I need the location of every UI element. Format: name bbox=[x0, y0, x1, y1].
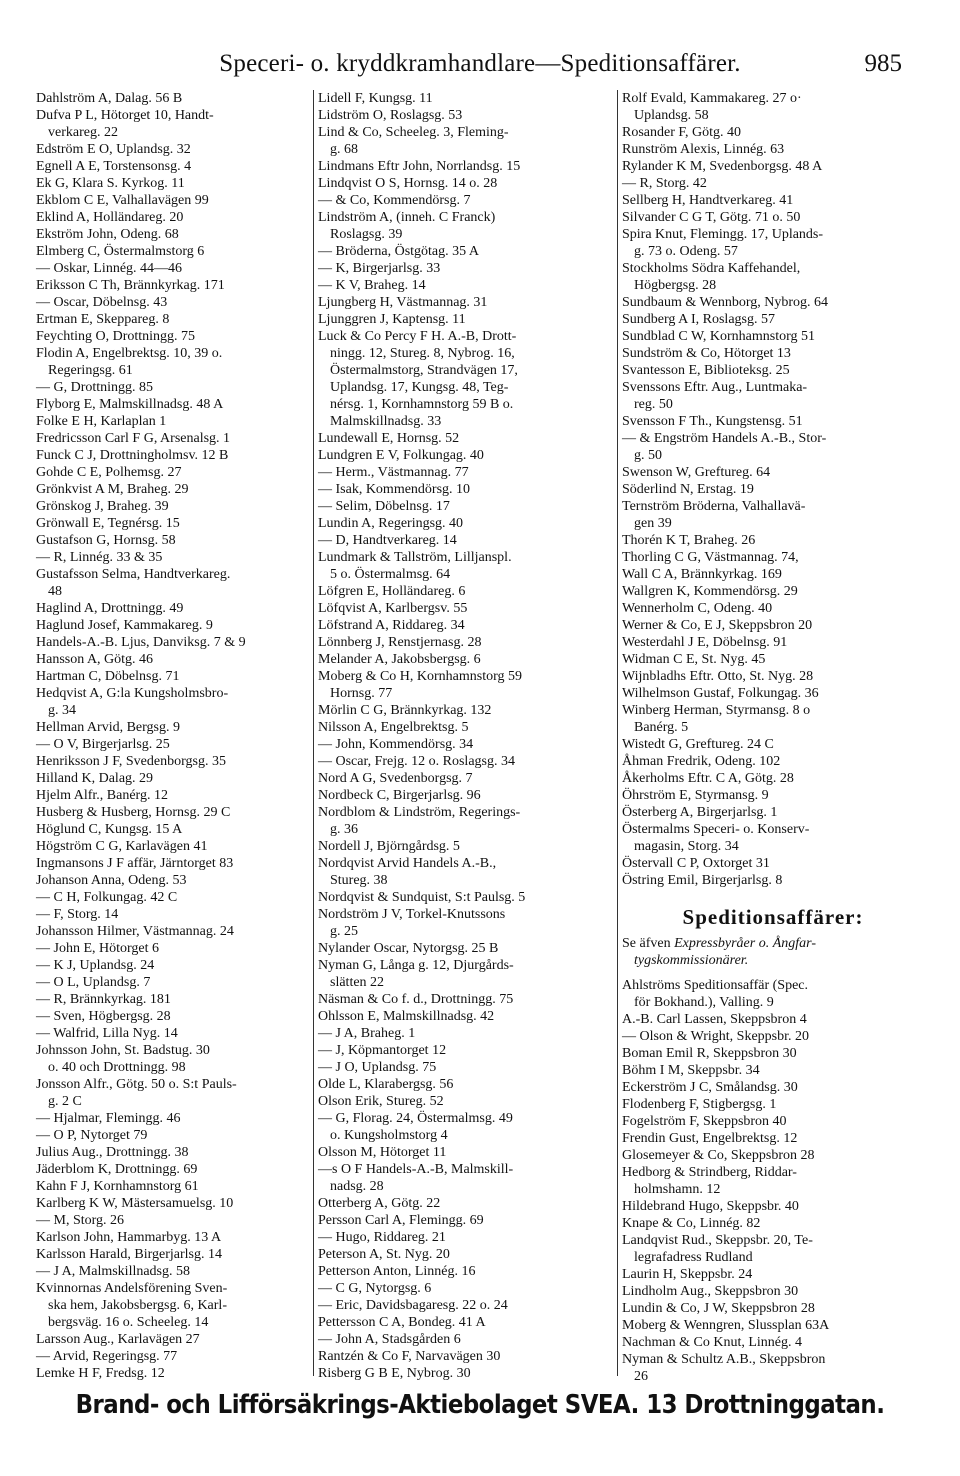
directory-entry: Östermalmstorg, Strandvägen 17, bbox=[330, 363, 518, 378]
directory-entry: för Bokhand.), Valling. 9 bbox=[634, 995, 774, 1010]
directory-entry: — C G, Nytorgsg. 6 bbox=[318, 1281, 432, 1296]
directory-entry: Hilland K, Dalag. 29 bbox=[36, 771, 154, 786]
directory-entry: Eriksson C Th, Brännkyrkag. 171 bbox=[36, 278, 225, 293]
directory-entry: Spira Knut, Flemingg. 17, Uplands- bbox=[622, 227, 824, 242]
directory-entry: Fredricsson Carl F G, Arsenalsg. 1 bbox=[36, 431, 231, 446]
directory-entry: Stockholms Södra Kaffehandel, bbox=[622, 261, 801, 276]
directory-entry: Nilsson A, Engelbrektsg. 5 bbox=[318, 720, 469, 735]
directory-entry: Åhman Fredrik, Odeng. 102 bbox=[622, 754, 781, 769]
directory-entry: g. 25 bbox=[330, 924, 358, 939]
directory-entry: Moberg & Co H, Kornhamnstorg 59 bbox=[318, 669, 523, 684]
directory-entry: — Hjalmar, Flemingg. 46 bbox=[36, 1111, 181, 1126]
directory-entry: Thorling C G, Västmannag. 74, bbox=[622, 550, 799, 565]
directory-entry: Haglund Josef, Kammakareg. 9 bbox=[36, 618, 213, 633]
directory-entry: Wall C A, Brännkyrkag. 169 bbox=[622, 567, 782, 582]
directory-entry: Frendin Gust, Engelbrektsg. 12 bbox=[622, 1131, 798, 1146]
directory-entry: Hildebrand Hugo, Skeppsbr. 40 bbox=[622, 1199, 799, 1214]
directory-entry: — John E, Hötorget 6 bbox=[36, 941, 160, 956]
directory-entry: magasin, Storg. 34 bbox=[634, 839, 739, 854]
directory-entry: Kahn F J, Kornhamnstorg 61 bbox=[36, 1179, 199, 1194]
directory-entry: Karlberg K W, Mästersamuelsg. 10 bbox=[36, 1196, 234, 1211]
directory-entry: g. 50 bbox=[634, 448, 662, 463]
directory-entry: Jäderblom K, Drottningg. 69 bbox=[36, 1162, 198, 1177]
directory-entry: Lundgren E V, Folkungag. 40 bbox=[318, 448, 484, 463]
directory-entry: — F, Storg. 14 bbox=[36, 907, 119, 922]
directory-entry: — & Co, Kommendörsg. 7 bbox=[318, 193, 471, 208]
directory-entry: Högbergsg. 28 bbox=[634, 278, 717, 293]
directory-entry: nadsg. 28 bbox=[330, 1179, 384, 1194]
directory-entry: Roslagsg. 39 bbox=[330, 227, 403, 242]
column-divider bbox=[617, 90, 618, 1376]
directory-entry: Jonsson Alfr., Götg. 50 o. S:t Pauls- bbox=[36, 1077, 237, 1092]
directory-entry: — J, Köpmantorget 12 bbox=[318, 1043, 447, 1058]
directory-entry: Sundström & Co, Hötorget 13 bbox=[622, 346, 791, 361]
directory-entry: — G, Drottningg. 85 bbox=[36, 380, 154, 395]
directory-entry: Lindström A, (inneh. C Franck) bbox=[318, 210, 496, 225]
directory-entry: Husberg & Husberg, Hornsg. 29 C bbox=[36, 805, 231, 820]
directory-entry: g. 2 C bbox=[48, 1094, 82, 1109]
page-number: 985 bbox=[864, 50, 902, 77]
directory-entry: Wallgren K, Kommendörsg. 29 bbox=[622, 584, 798, 599]
directory-entry: Hartman C, Döbelnsg. 71 bbox=[36, 669, 180, 684]
directory-entry: — R, Brännkyrkag. 181 bbox=[36, 992, 171, 1007]
directory-entry: Lindmans Eftr John, Norrlandsg. 15 bbox=[318, 159, 521, 174]
directory-entry: o. 40 och Drottningg. 98 bbox=[48, 1060, 186, 1075]
column-divider bbox=[313, 90, 314, 1376]
directory-entry: Pettersson C A, Bondeg. 41 A bbox=[318, 1315, 486, 1330]
directory-entry: Gustafson G, Hornsg. 58 bbox=[36, 533, 176, 548]
directory-entry: Rolf Evald, Kammakareg. 27 o· bbox=[622, 91, 802, 106]
directory-entry: Gustafsson Selma, Handtverkareg. bbox=[36, 567, 231, 582]
directory-entry: Larsson Aug., Karlavägen 27 bbox=[36, 1332, 200, 1347]
footer-advertisement: Brand- och Lifförsäkrings-Aktiebolaget SVEA. 13 Drottninggatan. bbox=[75, 1390, 885, 1420]
directory-entry: — Oscar, Frejg. 12 o. Roslagsg. 34 bbox=[318, 754, 515, 769]
directory-entry: Peterson A, St. Nyg. 20 bbox=[318, 1247, 450, 1262]
directory-entry: Widman C E, St. Nyg. 45 bbox=[622, 652, 766, 667]
directory-entry: — Walfrid, Lilla Nyg. 14 bbox=[36, 1026, 178, 1041]
directory-entry: — Olson & Wright, Skeppsbr. 20 bbox=[622, 1029, 810, 1044]
directory-entry: Nylander Oscar, Nytorgsg. 25 B bbox=[318, 941, 499, 956]
directory-entry: Lindholm Aug., Skeppsbron 30 bbox=[622, 1284, 799, 1299]
directory-entry: verkareg. 22 bbox=[48, 125, 118, 140]
directory-entry: Lidström O, Roslagsg. 53 bbox=[318, 108, 463, 123]
directory-entry: ska hem, Jakobsbergsg. 6, Karl- bbox=[48, 1298, 227, 1313]
directory-entry: Flodin A, Engelbrektsg. 10, 39 o. bbox=[36, 346, 223, 361]
directory-entry: Östring Emil, Birgerjarlsg. 8 bbox=[622, 873, 783, 888]
directory-entry: Haglind A, Drottningg. 49 bbox=[36, 601, 184, 616]
directory-entry: Petterson Anton, Linnég. 16 bbox=[318, 1264, 476, 1279]
section-heading-speditionsaffarer: Speditionsaffärer: bbox=[682, 905, 864, 929]
directory-entry: Hjelm Alfr., Banérg. 12 bbox=[36, 788, 168, 803]
section-note-ref-2: tygskommissionärer. bbox=[634, 953, 749, 968]
section-note bbox=[622, 935, 924, 952]
directory-entry: Hedborg & Strindberg, Riddar- bbox=[622, 1165, 797, 1180]
directory-entry: Nord A G, Svedenborgsg. 7 bbox=[318, 771, 473, 786]
directory-entry: Nordqvist Arvid Handels A.-B., bbox=[318, 856, 497, 871]
directory-entry: Olde L, Klarabergsg. 56 bbox=[318, 1077, 454, 1092]
directory-entry: Nordqvist & Sundquist, S:t Paulsg. 5 bbox=[318, 890, 526, 905]
directory-entry: Wistedt G, Greftureg. 24 C bbox=[622, 737, 774, 752]
directory-entry: g. 34 bbox=[48, 703, 76, 718]
directory-entry: Swenson W, Greftureg. 64 bbox=[622, 465, 771, 480]
directory-entry: Öhrström E, Styrmansg. 9 bbox=[622, 788, 769, 803]
directory-entry: Karlson John, Hammarbyg. 13 A bbox=[36, 1230, 222, 1245]
directory-entry: Feychting O, Drottningg. 75 bbox=[36, 329, 196, 344]
directory-entry: Funck C J, Drottningholmsv. 12 B bbox=[36, 448, 229, 463]
directory-entry: — Oscar, Döbelnsg. 43 bbox=[36, 295, 168, 310]
directory-entry: Söderlind N, Erstag. 19 bbox=[622, 482, 754, 497]
directory-entry: — John, Kommendörsg. 34 bbox=[318, 737, 474, 752]
directory-entry: Hedqvist A, G:la Kungsholmsbro- bbox=[36, 686, 229, 701]
directory-entry: nérsg. 1, Kornhamnstorg 59 B o. bbox=[330, 397, 514, 412]
column-2 bbox=[318, 90, 612, 1381]
directory-entry: Fogelström F, Skeppsbron 40 bbox=[622, 1114, 787, 1129]
directory-entry: Ek G, Klara S. Kyrkog. 11 bbox=[36, 176, 185, 191]
directory-entry: Lidell F, Kungsg. 11 bbox=[318, 91, 433, 106]
directory-entry: — Eric, Davidsbagaresg. 22 o. 24 bbox=[318, 1298, 508, 1313]
directory-entry: Julius Aug., Drottningg. 38 bbox=[36, 1145, 189, 1160]
directory-entry: Werner & Co, E J, Skeppsbron 20 bbox=[622, 618, 813, 633]
directory-entry: Runström Alexis, Linnég. 63 bbox=[622, 142, 785, 157]
directory-entry: Elmberg C, Östermalmstorg 6 bbox=[36, 244, 205, 259]
directory-entry: Johanson Anna, Odeng. 53 bbox=[36, 873, 187, 888]
page-title: Speceri- o. kryddkramhandlare—Speditionsaffärer. bbox=[219, 50, 741, 77]
directory-entry: Flyborg E, Malmskillnadsg. 48 A bbox=[36, 397, 224, 412]
directory-entry: Lind & Co, Scheeleg. 3, Fleming- bbox=[318, 125, 509, 140]
directory-entry: Grönwall E, Tegnérsg. 15 bbox=[36, 516, 180, 531]
directory-entry: Åkerholms Eftr. C A, Götg. 28 bbox=[622, 771, 794, 786]
directory-entry: Otterberg A, Götg. 22 bbox=[318, 1196, 441, 1211]
directory-entry: — R, Linnég. 33 & 35 bbox=[36, 550, 163, 565]
directory-entry: — G, Florag. 24, Östermalmsg. 49 bbox=[318, 1111, 513, 1126]
directory-entry: — Selim, Döbelnsg. 17 bbox=[318, 499, 450, 514]
directory-entry: Svenssons Eftr. Aug., Luntmaka- bbox=[622, 380, 808, 395]
directory-entry: Ahlströms Speditionsaffär (Spec. bbox=[622, 978, 808, 993]
directory-entry: Persson Carl A, Flemingg. 69 bbox=[318, 1213, 484, 1228]
directory-entry: slätten 22 bbox=[330, 975, 385, 990]
directory-entry: reg. 50 bbox=[634, 397, 673, 412]
directory-entry: Flodenberg F, Stigbergsg. 1 bbox=[622, 1097, 777, 1112]
directory-entry: A.-B. Carl Lassen, Skeppsbron 4 bbox=[622, 1012, 807, 1027]
directory-entry: Ertman E, Skeppareg. 8 bbox=[36, 312, 170, 327]
directory-entry: Eckerström J C, Smålandsg. 30 bbox=[622, 1080, 798, 1095]
directory-entry: 26 bbox=[634, 1369, 648, 1384]
directory-entry: Lundmark & Tallström, Lilljanspl. bbox=[318, 550, 512, 565]
directory-entry: Moberg & Wenngren, Slussplan 63A bbox=[622, 1318, 830, 1333]
directory-entry: — J A, Malmskillnadsg. 58 bbox=[36, 1264, 191, 1279]
directory-entry: Wennerholm C, Odeng. 40 bbox=[622, 601, 773, 616]
directory-entry: — O P, Nytorget 79 bbox=[36, 1128, 148, 1143]
directory-entry: Gohde C E, Polhemsg. 27 bbox=[36, 465, 182, 480]
directory-entry: Rosander F, Götg. 40 bbox=[622, 125, 742, 140]
directory-entry: Böhm I M, Skeppsbr. 34 bbox=[622, 1063, 760, 1078]
directory-entry: Olsson M, Hötorget 11 bbox=[318, 1145, 447, 1160]
directory-entry: — K V, Braheg. 14 bbox=[318, 278, 426, 293]
directory-entry: Lundin A, Regeringsg. 40 bbox=[318, 516, 464, 531]
directory-entry: holmshamn. 12 bbox=[634, 1182, 721, 1197]
directory-entry: bergsväg. 16 o. Scheeleg. 14 bbox=[48, 1315, 209, 1330]
directory-entry: Lönnberg J, Renstjernasg. 28 bbox=[318, 635, 482, 650]
directory-entry: — John A, Stadsgården 6 bbox=[318, 1332, 461, 1347]
directory-entry: Henriksson J F, Svedenborgsg. 35 bbox=[36, 754, 226, 769]
directory-entry: Melander A, Jakobsbergsg. 6 bbox=[318, 652, 481, 667]
page-header bbox=[0, 50, 960, 80]
directory-entry: o. Kungsholmstorg 4 bbox=[330, 1128, 448, 1143]
directory-entry: Uplandsg. 58 bbox=[634, 108, 709, 123]
directory-entry: — Oskar, Linnég. 44—46 bbox=[36, 261, 183, 276]
directory-entry: Näsman & Co f. d., Drottningg. 75 bbox=[318, 992, 514, 1007]
directory-entry: — J A, Braheg. 1 bbox=[318, 1026, 416, 1041]
directory-entry: Sellberg H, Handtverkareg. 41 bbox=[622, 193, 794, 208]
directory-entry: — Sven, Högbergsg. 28 bbox=[36, 1009, 171, 1024]
directory-entry: Löfstrand A, Riddareg. 34 bbox=[318, 618, 465, 633]
directory-entry: Landqvist Rud., Skeppsbr. 20, Te- bbox=[622, 1233, 813, 1248]
directory-entry: Eklind A, Holländareg. 20 bbox=[36, 210, 184, 225]
directory-entry: Nyman G, Långa g. 12, Djurgårds- bbox=[318, 958, 514, 973]
section-note-prefix: Se äfven bbox=[622, 936, 675, 951]
directory-entry: —s O F Handels-A.-B, Malmskill- bbox=[318, 1162, 514, 1177]
directory-entry: Österberg A, Birgerjarlsg. 1 bbox=[622, 805, 778, 820]
directory-entry: legrafadress Rudland bbox=[634, 1250, 753, 1265]
directory-entry: Luck & Co Percy F H. A.-B, Drott- bbox=[318, 329, 517, 344]
directory-entry: Östervall C P, Oxtorget 31 bbox=[622, 856, 770, 871]
directory-entry: Wijnbladhs Eftr. Otto, St. Nyg. 28 bbox=[622, 669, 814, 684]
directory-entry: Östermalms Speceri- o. Konserv- bbox=[622, 822, 810, 837]
directory-entry: Edström E O, Uplandsg. 32 bbox=[36, 142, 191, 157]
directory-entry: Ljungberg H, Västmannag. 31 bbox=[318, 295, 488, 310]
directory-entry: Löfqvist A, Karlbergsv. 55 bbox=[318, 601, 468, 616]
directory-entry: — Arvid, Regeringsg. 77 bbox=[36, 1349, 178, 1364]
directory-entry: Lundewall E, Hornsg. 52 bbox=[318, 431, 460, 446]
directory-entry: Lundin & Co, J W, Skeppsbron 28 bbox=[622, 1301, 815, 1316]
directory-entry: Hansson A, Götg. 46 bbox=[36, 652, 154, 667]
directory-entry: — O L, Uplandsg. 7 bbox=[36, 975, 151, 990]
directory-entry: Thorén K T, Braheg. 26 bbox=[622, 533, 756, 548]
directory-entry: Sundblad C W, Kornhamnstorg 51 bbox=[622, 329, 816, 344]
directory-entry: Karlsson Harald, Birgerjarlsg. 14 bbox=[36, 1247, 222, 1262]
directory-entry: — Herm., Västmannag. 77 bbox=[318, 465, 469, 480]
directory-entry: Grönkvist A M, Braheg. 29 bbox=[36, 482, 189, 497]
directory-entry: Höglund C, Kungsg. 15 A bbox=[36, 822, 183, 837]
directory-entry: Rantzén & Co F, Narvavägen 30 bbox=[318, 1349, 501, 1364]
directory-entry: — D, Handtverkareg. 14 bbox=[318, 533, 457, 548]
directory-entry: ningg. 12, Stureg. 8, Nybrog. 16, bbox=[330, 346, 515, 361]
directory-entry: g. 68 bbox=[330, 142, 358, 157]
directory-entry: Nordbeck C, Birgerjarlsg. 96 bbox=[318, 788, 481, 803]
directory-entry: Svantesson E, Biblioteksg. 25 bbox=[622, 363, 790, 378]
directory-entry: Nyman & Schultz A.B., Skeppsbron bbox=[622, 1352, 826, 1367]
directory-entry: Dufva P L, Hötorget 10, Handt- bbox=[36, 108, 214, 123]
directory-entry: Löfgren E, Holländareg. 6 bbox=[318, 584, 466, 599]
directory-entry: — M, Storg. 26 bbox=[36, 1213, 125, 1228]
directory-entry: Winberg Herman, Styrmansg. 8 o bbox=[622, 703, 811, 718]
directory-entry: Ternström Bröderna, Valhallavä- bbox=[622, 499, 806, 514]
directory-entry: — O V, Birgerjarlsg. 25 bbox=[36, 737, 170, 752]
directory-entry: Westerdahl J E, Döbelnsg. 91 bbox=[622, 635, 788, 650]
column-3-spedition-entries bbox=[622, 977, 924, 1385]
directory-entry: g. 73 o. Odeng. 57 bbox=[634, 244, 738, 259]
directory-entry: Malmskillnadsg. 33 bbox=[330, 414, 442, 429]
directory-entry: Mörlin C G, Brännkyrkag. 132 bbox=[318, 703, 492, 718]
directory-entry: Wilhelmson Gustaf, Folkungag. 36 bbox=[622, 686, 819, 701]
directory-entry: Grönskog J, Braheg. 39 bbox=[36, 499, 169, 514]
directory-entry: — K J, Uplandsg. 24 bbox=[36, 958, 155, 973]
directory-entry: Nordblom & Lindström, Regerings- bbox=[318, 805, 521, 820]
directory-entry: Folke E H, Karlaplan 1 bbox=[36, 414, 167, 429]
column-3 bbox=[622, 90, 924, 1384]
directory-entry: Ljunggren J, Kaptensg. 11 bbox=[318, 312, 466, 327]
directory-entry: — Hugo, Riddareg. 21 bbox=[318, 1230, 446, 1245]
directory-entry: Banérg. 5 bbox=[634, 720, 689, 735]
directory-entry: Boman Emil R, Skeppsbron 30 bbox=[622, 1046, 797, 1061]
directory-entry: Rylander K M, Svedenborgsg. 48 A bbox=[622, 159, 823, 174]
directory-entry: Nordström J V, Torkel-Knutssons bbox=[318, 907, 506, 922]
directory-entry: Glosemeyer & Co, Skeppsbron 28 bbox=[622, 1148, 815, 1163]
directory-entry: — J O, Uplandsg. 75 bbox=[318, 1060, 437, 1075]
directory-entry: Handels-A.-B. Ljus, Danviksg. 7 & 9 bbox=[36, 635, 246, 650]
directory-entry: Laurin H, Skeppsbr. 24 bbox=[622, 1267, 753, 1282]
directory-entry: Ingmansons J F affär, Järntorget 83 bbox=[36, 856, 234, 871]
directory-entry: Nordell J, Björngårdsg. 5 bbox=[318, 839, 460, 854]
directory-entry: Hornsg. 77 bbox=[330, 686, 393, 701]
column-3-entries bbox=[622, 90, 924, 889]
directory-entry: Ekblom C E, Valhallavägen 99 bbox=[36, 193, 209, 208]
directory-entry: Nachman & Co Knut, Linnég. 4 bbox=[622, 1335, 803, 1350]
directory-entry: — Bröderna, Östgötag. 35 A bbox=[318, 244, 479, 259]
directory-entry: Hellman Arvid, Bergsg. 9 bbox=[36, 720, 181, 735]
directory-entry: Risberg G B E, Nybrog. 30 bbox=[318, 1366, 471, 1381]
directory-entry: Sundbaum & Wennborg, Nybrog. 64 bbox=[622, 295, 829, 310]
directory-columns bbox=[36, 90, 924, 1384]
section-note-ref: Expressbyråer o. Ångfar- bbox=[674, 936, 816, 951]
directory-entry: 48 bbox=[48, 584, 62, 599]
directory-entry: Ohlsson E, Malmskillnadsg. 42 bbox=[318, 1009, 495, 1024]
directory-entry: 5 o. Östermalmsg. 64 bbox=[330, 567, 451, 582]
directory-entry: Silvander C G T, Götg. 71 o. 50 bbox=[622, 210, 801, 225]
directory-entry: Ekström John, Odeng. 68 bbox=[36, 227, 179, 242]
directory-entry: Lemke H F, Fredsg. 12 bbox=[36, 1366, 165, 1381]
directory-entry: Knape & Co, Linnég. 82 bbox=[622, 1216, 761, 1231]
directory-entry: — Isak, Kommendörsg. 10 bbox=[318, 482, 471, 497]
directory-entry: — C H, Folkungag. 42 C bbox=[36, 890, 178, 905]
directory-entry: Högström C G, Karlavägen 41 bbox=[36, 839, 208, 854]
directory-entry: Uplandsg. 17, Kungsg. 48, Teg- bbox=[330, 380, 509, 395]
directory-entry: Dahlström A, Dalag. 56 B bbox=[36, 91, 183, 106]
directory-entry: Regeringsg. 61 bbox=[48, 363, 133, 378]
column-1 bbox=[36, 90, 308, 1381]
directory-entry: Johansson Hilmer, Västmannag. 24 bbox=[36, 924, 234, 939]
directory-entry: — R, Storg. 42 bbox=[622, 176, 707, 191]
directory-entry: Lindqvist O S, Hornsg. 14 o. 28 bbox=[318, 176, 498, 191]
section-note-continued bbox=[622, 952, 924, 969]
directory-entry: — & Engström Handels A.-B., Stor- bbox=[622, 431, 827, 446]
directory-entry: Egnell A E, Torstensonsg. 4 bbox=[36, 159, 192, 174]
directory-entry: Sundberg A I, Roslagsg. 57 bbox=[622, 312, 775, 327]
directory-entry: Svensson F Th., Kungstensg. 51 bbox=[622, 414, 803, 429]
directory-entry: Olson Erik, Stureg. 52 bbox=[318, 1094, 444, 1109]
directory-entry: gen 39 bbox=[634, 516, 672, 531]
directory-entry: g. 36 bbox=[330, 822, 358, 837]
directory-entry: Kvinnornas Andelsförening Sven- bbox=[36, 1281, 228, 1296]
directory-entry: — K, Birgerjarlsg. 33 bbox=[318, 261, 441, 276]
directory-entry: Stureg. 38 bbox=[330, 873, 388, 888]
directory-entry: Johnsson John, St. Badstug. 30 bbox=[36, 1043, 210, 1058]
